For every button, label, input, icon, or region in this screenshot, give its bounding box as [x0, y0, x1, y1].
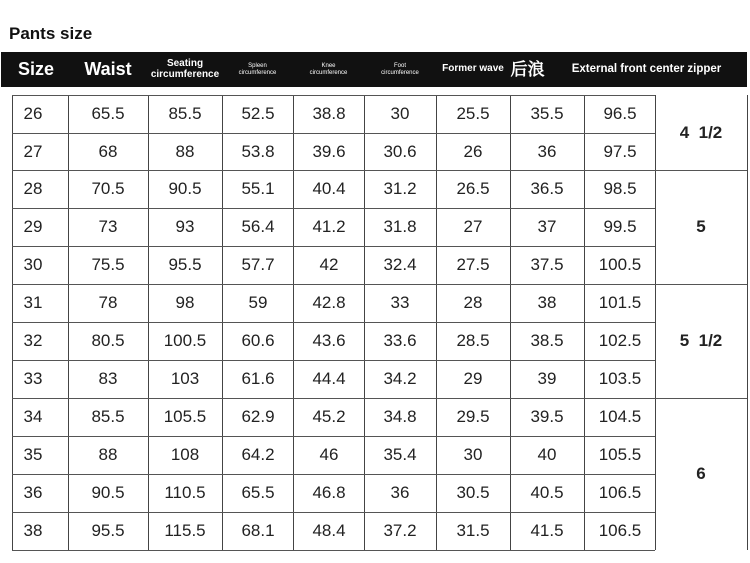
table-cell: 30	[390, 104, 410, 123]
table-cell: 105.5	[598, 445, 642, 464]
table-cell: 104.5	[598, 407, 642, 426]
table-cell: 68	[98, 141, 118, 161]
table-cell: 26.5	[456, 179, 490, 198]
group-divider	[655, 170, 747, 171]
table-cell: 88	[98, 445, 118, 464]
table-cell: 34	[23, 407, 43, 426]
table-cell: 105.5	[163, 407, 207, 426]
table-cell: 27	[463, 217, 483, 236]
table-cell: 65.5	[91, 104, 125, 123]
table-cell: 26	[463, 141, 483, 161]
table-cell: 44.4	[312, 369, 346, 388]
table-cell: 33	[23, 369, 43, 388]
header-cell: Size	[17, 59, 55, 80]
table-cell: 36	[23, 483, 43, 502]
table-cell: 73	[98, 217, 118, 236]
table-cell: 95.5	[91, 521, 125, 540]
table-cell: 60.6	[241, 331, 275, 350]
table-cell: 85.5	[168, 104, 202, 123]
table-cell: 38	[23, 521, 43, 540]
table-cell: 99.5	[603, 217, 637, 236]
waist-group-label: 5 1/2	[679, 331, 723, 350]
table-cell: 83	[98, 369, 118, 388]
table-cell: 95.5	[168, 255, 202, 274]
header-cell: 后浪	[510, 59, 545, 79]
table-cell: 106.5	[598, 483, 642, 502]
table-cell: 38.5	[530, 331, 564, 350]
table-cell: 93	[175, 217, 195, 236]
table-cell: 80.5	[91, 331, 125, 350]
table-cell: 26	[23, 104, 43, 123]
table-cell: 37.5	[530, 255, 564, 274]
table-cell: 39.5	[530, 407, 564, 426]
header-cell: External front center zipper	[571, 63, 722, 76]
table-cell: 29	[463, 369, 483, 388]
table-cell: 98	[175, 293, 195, 312]
header-cell: Seating circumference	[150, 58, 220, 80]
table-cell: 100.5	[163, 331, 207, 350]
table-cell: 88	[175, 141, 195, 161]
table-vline	[747, 95, 748, 550]
table-cell: 70.5	[91, 179, 125, 198]
table-cell: 55.1	[241, 179, 275, 198]
table-cell: 28	[23, 179, 43, 198]
table-cell: 46	[319, 445, 339, 464]
table-cell: 53.8	[241, 141, 275, 161]
table-cell: 42	[319, 255, 339, 274]
table-cell: 64.2	[241, 445, 275, 464]
table-cell: 31	[23, 293, 43, 312]
table-cell: 61.6	[241, 369, 275, 388]
table-cell: 56.4	[241, 217, 275, 236]
table-cell: 48.4	[312, 521, 346, 540]
table-cell: 31.8	[383, 217, 417, 236]
group-divider	[655, 398, 747, 399]
table-cell: 35	[23, 445, 43, 464]
waist-group-label: 6	[696, 464, 706, 483]
table-cell: 78	[98, 293, 118, 312]
table-cell: 106.5	[598, 521, 642, 540]
table-cell: 41.5	[530, 521, 564, 540]
header-cell: Former wave	[442, 63, 504, 75]
table-cell: 43.6	[312, 331, 346, 350]
table-cell: 34.8	[383, 407, 417, 426]
header-cell: Spleen circumference	[238, 63, 277, 76]
table-cell: 29.5	[456, 407, 490, 426]
header-cell: Knee circumference	[309, 63, 348, 76]
group-divider	[655, 284, 747, 285]
table-cell: 32.4	[383, 255, 417, 274]
table-cell: 30.5	[456, 483, 490, 502]
table-cell: 25.5	[456, 104, 490, 123]
waist-group-label: 4 1/2	[679, 122, 723, 142]
table-cell: 96.5	[603, 104, 637, 123]
table-cell: 90.5	[91, 483, 125, 502]
table-cell: 75.5	[91, 255, 125, 274]
table-cell: 103	[170, 369, 200, 388]
table-cell: 33	[390, 293, 410, 312]
table-cell: 40.5	[530, 483, 564, 502]
waist-group-label: 5	[696, 217, 706, 236]
table-cell: 36	[537, 141, 557, 161]
table-cell: 34.2	[383, 369, 417, 388]
table-cell: 110.5	[164, 483, 206, 502]
header-cell: Foot circumference	[381, 63, 419, 76]
table-cell: 30	[463, 445, 483, 464]
table-cell: 35.4	[383, 445, 417, 464]
table-cell: 108	[170, 445, 200, 464]
table-cell: 68.1	[241, 521, 275, 540]
table-cell: 38.8	[312, 104, 346, 123]
page-title: Pants size	[9, 24, 93, 43]
table-cell: 35.5	[530, 104, 564, 123]
table-cell: 65.5	[241, 483, 275, 502]
table-cell: 100.5	[598, 255, 642, 274]
table-cell: 30.6	[383, 141, 417, 161]
table-cell: 28.5	[456, 331, 490, 350]
table-cell: 31.2	[383, 179, 417, 198]
table-cell: 45.2	[312, 407, 346, 426]
table-cell: 30	[23, 255, 43, 274]
table-cell: 90.5	[168, 179, 202, 198]
table-cell: 59	[248, 293, 268, 312]
table-cell: 115.5	[164, 521, 206, 540]
table-cell: 102.5	[598, 331, 642, 350]
table-cell: 62.9	[241, 407, 275, 426]
table-cell: 101.5	[598, 293, 642, 312]
table-cell: 46.8	[312, 483, 346, 502]
table-cell: 33.6	[383, 331, 417, 350]
table-cell: 103.5	[598, 369, 642, 388]
table-cell: 27	[23, 141, 43, 161]
table-cell: 85.5	[91, 407, 125, 426]
table-cell: 52.5	[241, 104, 275, 123]
table-cell: 36	[390, 483, 410, 502]
table-cell: 28	[463, 293, 483, 312]
table-cell: 31.5	[456, 521, 490, 540]
table-cell: 37	[537, 217, 557, 236]
table-cell: 42.8	[312, 293, 346, 312]
table-cell: 41.2	[312, 217, 346, 236]
table-cell: 32	[23, 331, 43, 350]
table-cell: 39.6	[312, 141, 346, 161]
table-cell: 29	[23, 217, 43, 236]
table-cell: 98.5	[603, 179, 637, 198]
table-hline	[12, 550, 655, 551]
table-cell: 40	[537, 445, 557, 464]
table-cell: 27.5	[456, 255, 490, 274]
table-cell: 97.5	[603, 141, 637, 161]
table-cell: 39	[537, 369, 557, 388]
table-cell: 37.2	[383, 521, 417, 540]
table-cell: 38	[537, 293, 557, 312]
table-cell: 40.4	[312, 179, 346, 198]
table-cell: 57.7	[241, 255, 275, 274]
header-cell: Waist	[84, 59, 132, 80]
table-cell: 36.5	[530, 179, 564, 198]
